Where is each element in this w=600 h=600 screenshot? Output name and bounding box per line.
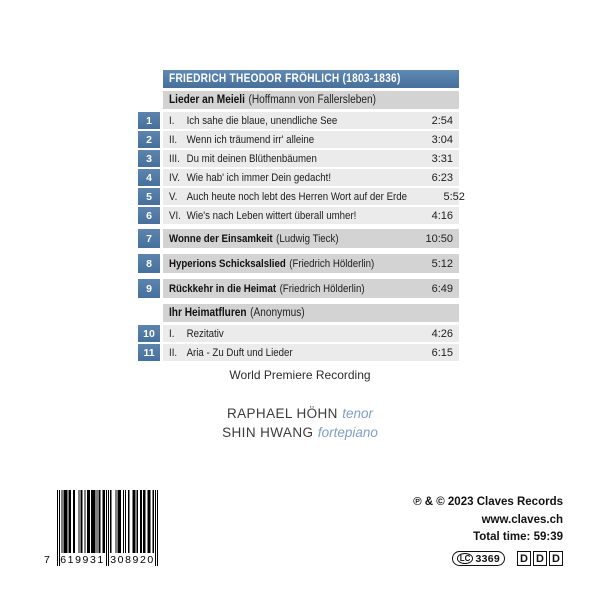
track-title: Wie's nach Leben wittert überall umher! bbox=[186, 209, 357, 222]
track-title: Ich sahe die blaue, unendliche See bbox=[186, 114, 338, 127]
spars-letter: D bbox=[533, 551, 547, 566]
spars-letter: D bbox=[549, 551, 563, 566]
website: www.claves.ch bbox=[481, 513, 563, 526]
section-author: (Hoffmann von Fallersleben) bbox=[248, 94, 376, 106]
tracklist bbox=[138, 70, 465, 363]
track-roman: I. bbox=[169, 327, 175, 340]
track-row-8 bbox=[138, 254, 459, 273]
track-time: 5:12 bbox=[431, 257, 453, 270]
track-time: 6:23 bbox=[431, 171, 453, 184]
work-title: Rückkehr in die Heimat bbox=[169, 282, 277, 295]
track-number-badge: 1 bbox=[138, 112, 160, 129]
track-row-9 bbox=[138, 279, 459, 298]
track-row-7 bbox=[138, 229, 459, 248]
track-title: Du mit deinen Blüthenbäumen bbox=[186, 152, 317, 165]
track-number-badge: 10 bbox=[138, 325, 160, 342]
artist-line-1 bbox=[0, 404, 600, 423]
logos-row bbox=[452, 551, 563, 566]
track-roman: I. bbox=[169, 114, 175, 127]
track-row-3 bbox=[138, 150, 459, 167]
track-title: Auch heute noch lebt des Herren Wort auf der Erde bbox=[186, 190, 408, 203]
track-row-5 bbox=[138, 188, 465, 205]
work-author: (Friedrich Hölderlin) bbox=[279, 282, 365, 295]
artist-role: fortepiano bbox=[317, 425, 378, 440]
track-row-4 bbox=[138, 169, 459, 186]
composer-header-bar bbox=[163, 70, 459, 88]
barcode-digits-left: 619931 bbox=[60, 554, 105, 566]
track-row-1 bbox=[138, 112, 459, 129]
label-code-number: 3369 bbox=[475, 552, 500, 565]
track-number-badge: 5 bbox=[138, 188, 160, 205]
track-number-badge: 2 bbox=[138, 131, 160, 148]
track-time: 10:50 bbox=[425, 232, 453, 245]
track-time: 2:54 bbox=[431, 114, 453, 127]
track-number-badge: 6 bbox=[138, 207, 160, 224]
track-time: 4:16 bbox=[431, 209, 453, 222]
label-info bbox=[413, 494, 563, 547]
track-roman: III. bbox=[169, 152, 180, 165]
track-number-badge: 8 bbox=[138, 254, 160, 273]
label-code-badge bbox=[452, 551, 505, 566]
world-premiere-note: World Premiere Recording bbox=[229, 368, 371, 382]
track-number-badge: 9 bbox=[138, 279, 160, 298]
work-title: Hyperions Schicksalslied bbox=[169, 257, 286, 270]
track-roman: VI. bbox=[169, 209, 181, 222]
track-title: Wenn ich träumend irr' alleine bbox=[186, 133, 315, 146]
track-roman: II. bbox=[169, 346, 178, 359]
barcode-digit-first: 7 bbox=[44, 554, 50, 566]
track-time: 4:26 bbox=[431, 327, 453, 340]
total-time: Total time: 59:39 bbox=[473, 531, 563, 543]
track-roman: IV. bbox=[169, 171, 180, 184]
section-header-lieder bbox=[163, 91, 459, 109]
track-time: 3:04 bbox=[431, 133, 453, 146]
section-author: (Anonymus) bbox=[250, 307, 305, 319]
track-roman: II. bbox=[169, 133, 178, 146]
work-title: Wonne der Einsamkeit bbox=[169, 232, 273, 245]
spars-letter: D bbox=[517, 551, 531, 566]
section-title: Ihr Heimatfluren bbox=[169, 307, 247, 319]
section-title: Lieder an Meieli bbox=[169, 94, 245, 106]
track-title: Wie hab' ich immer Dein gedacht! bbox=[186, 171, 332, 184]
track-time: 6:15 bbox=[431, 346, 453, 359]
composer-name: FRIEDRICH THEODOR FRÖHLICH (1803-1836) bbox=[169, 73, 401, 85]
lc-icon: LC bbox=[457, 553, 474, 564]
track-time: 3:31 bbox=[431, 152, 453, 165]
track-number-badge: 7 bbox=[138, 229, 160, 248]
work-author: (Ludwig Tieck) bbox=[276, 232, 339, 245]
track-row-10 bbox=[138, 325, 459, 342]
copyright-line: ℗ & © 2023 Claves Records bbox=[413, 496, 563, 508]
track-number-badge: 3 bbox=[138, 150, 160, 167]
section-header-heimatfluren bbox=[163, 304, 459, 322]
track-time: 5:52 bbox=[443, 190, 465, 203]
track-title: Rezitativ bbox=[186, 327, 224, 340]
artists-block bbox=[0, 404, 600, 442]
track-row-2 bbox=[138, 131, 459, 148]
artist-name: SHIN HWANG bbox=[222, 425, 314, 440]
track-row-6 bbox=[138, 207, 459, 224]
artist-name: RAPHAEL HÖHN bbox=[226, 406, 338, 421]
work-author: (Friedrich Hölderlin) bbox=[289, 257, 375, 270]
track-roman: V. bbox=[169, 190, 178, 203]
track-number-badge: 11 bbox=[138, 344, 160, 361]
artist-line-2 bbox=[0, 423, 600, 442]
artist-role: tenor bbox=[342, 406, 374, 421]
track-number-badge: 4 bbox=[138, 169, 160, 186]
ean-barcode bbox=[43, 490, 158, 568]
track-time: 6:49 bbox=[431, 282, 453, 295]
barcode-digits-right: 308920 bbox=[110, 554, 155, 566]
track-row-11 bbox=[138, 344, 459, 361]
track-title: Aria - Zu Duft und Lieder bbox=[186, 346, 293, 359]
spars-code-ddd bbox=[517, 551, 563, 566]
